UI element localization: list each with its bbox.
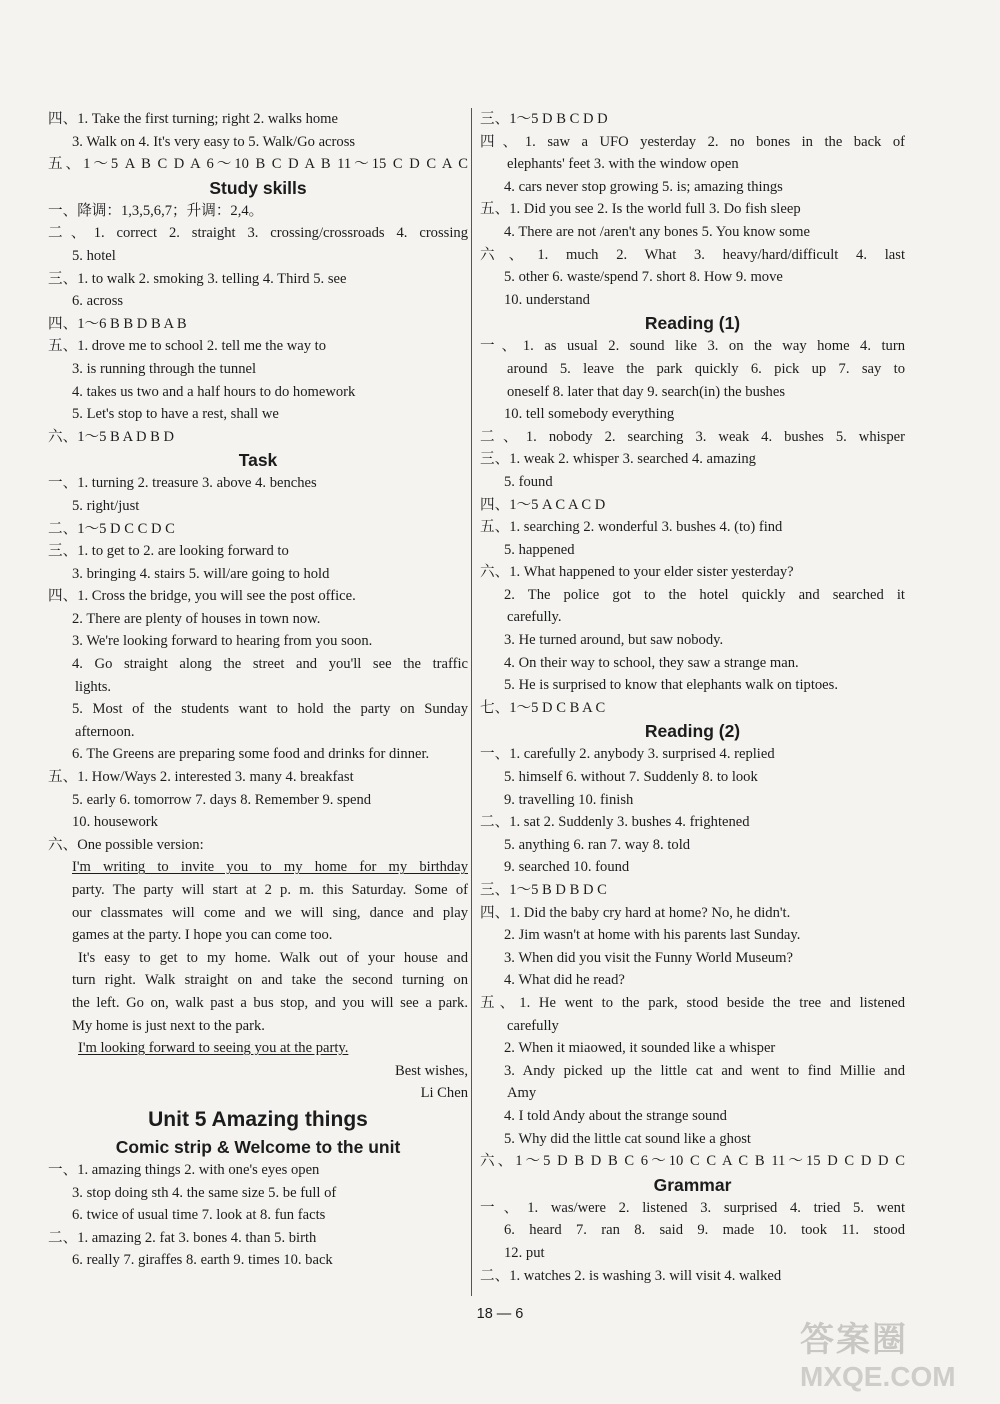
answer-line: turn right. Walk straight on and take the second turning on	[72, 972, 468, 989]
answer-line: 3. Walk on 4. It's very easy to 5. Walk/Go across	[72, 133, 356, 150]
answer-line: 一、1. turning 2. treasure 3. above 4. benches	[48, 475, 317, 492]
answer-line: I'm writing to invite you to my home for my birthday	[72, 859, 468, 876]
answer-line: 三、1～5 B D B D C	[480, 882, 607, 898]
answer-line: 5. He is surprised to know that elephants walk on tiptoes.	[504, 677, 838, 694]
answer-line: party. The party will start at 2 p. m. this Saturday. Some of	[72, 882, 468, 898]
answer-line: It's easy to get to my home. Walk out of your house and	[78, 949, 468, 966]
answer-line: 四、1～5 A C A C D	[480, 496, 606, 513]
answer-line: 6. across	[72, 293, 124, 310]
answer-line: 一、1. was/were 2. listened 3. surprised 4. tried 5. went	[480, 1199, 905, 1216]
answer-line: 9. searched 10. found	[504, 859, 630, 876]
answer-line: 二、1～5 D C C D C	[48, 520, 175, 537]
answer-line: 4. What did he read?	[504, 972, 625, 989]
answer-line: 六、One possible version:	[48, 836, 204, 853]
answer-line: 10. housework	[72, 814, 158, 831]
answer-line: 4. On their way to school, they saw a strange man.	[504, 654, 799, 671]
answer-line: 三、1. to get to 2. are looking forward to	[48, 543, 289, 560]
answer-line: 5. Most of the students want to hold the party on Sunday	[72, 701, 468, 718]
answer-line: 四、1. saw a UFO yesterday 2. no bones in the back of	[480, 133, 905, 150]
right-column	[480, 108, 905, 1287]
answer-line: our classmates will come and we will sing, dance and play	[72, 904, 468, 921]
answer-line: 5. anything 6. ran 7. way 8. told	[504, 836, 691, 853]
answer-line: 5. himself 6. without 7. Suddenly 8. to look	[504, 769, 758, 786]
answer-line: 六、1. much 2. What 3. heavy/hard/difficult 4. last	[480, 246, 905, 263]
answer-line: 9. travelling 10. finish	[504, 791, 634, 808]
answer-line: around 5. leave the park quickly 6. pick up 7. say to	[507, 360, 905, 377]
answer-line: 4. cars never stop growing 5. is; amazing things	[504, 178, 783, 195]
section-heading: Comic strip & Welcome to the unit	[115, 1136, 401, 1157]
answer-line: 2. When it miaowed, it sounded like a whisper	[504, 1040, 776, 1057]
answer-line: 3. bringing 4. stairs 5. will/are going to hold	[72, 565, 330, 582]
left-column	[48, 108, 468, 1272]
answer-line: Li Chen	[420, 1085, 468, 1102]
answer-line: 一、降调：1,3,5,6,7；升调：2,4。	[48, 202, 264, 219]
answer-line: 三、1～5 D B C D D	[480, 111, 608, 127]
answer-line: 5. happened	[504, 541, 575, 558]
column-divider	[471, 108, 472, 1296]
section-heading: Grammar	[653, 1174, 732, 1195]
answer-line: 七、1～5 D C B A C	[480, 699, 606, 716]
answer-line: 二、1. sat 2. Suddenly 3. bushes 4. frightened	[480, 814, 750, 831]
answer-line: the left. Go on, walk past a bus stop, and you will see a park.	[72, 994, 468, 1011]
answer-line: 4. takes us two and a half hours to do homework	[72, 383, 356, 400]
answer-line: 5. hotel	[72, 247, 116, 264]
answer-line: 五、1～5 A B C D A 6～10 B C D A B 11～15 C D C A C	[48, 156, 468, 173]
answer-line: 3. is running through the tunnel	[72, 360, 257, 377]
answer-line: 5. found	[504, 473, 553, 490]
answer-line: 2. The police got to the hotel quickly and searched it	[504, 586, 905, 603]
answer-line: 一、1. carefully 2. anybody 3. surprised 4. replied	[480, 746, 775, 763]
answer-line: 二、1. correct 2. straight 3. crossing/crossroads 4. crossing	[48, 225, 468, 242]
answer-line: 一、1. as usual 2. sound like 3. on the way home 4. turn	[480, 338, 905, 355]
watermark-text: 答案圈	[800, 1320, 908, 1360]
answer-line: 6. The Greens are preparing some food and drinks for dinner.	[72, 746, 430, 763]
section-heading: Reading (2)	[644, 721, 741, 742]
answer-line: 3. He turned around, but saw nobody.	[504, 632, 724, 649]
section-heading: Reading (1)	[644, 313, 741, 334]
answer-line: 10. understand	[504, 291, 590, 308]
section-heading: Task	[238, 450, 278, 471]
answer-line: 12. put	[504, 1244, 545, 1261]
answer-line: oneself 8. later that day 9. search(in) the bushes	[507, 383, 785, 400]
answer-line: 六、1～5 B A D B D	[48, 428, 175, 445]
answer-line: 二、1. nobody 2. searching 3. weak 4. bushes 5. whisper	[480, 428, 905, 445]
answer-line: 3. When did you visit the Funny World Museum?	[504, 949, 793, 966]
answer-line: 5. Why did the little cat sound like a ghost	[504, 1130, 751, 1147]
answer-line: 3. Andy picked up the little cat and went to find Millie and	[504, 1062, 905, 1079]
answer-line: 二、1. watches 2. is washing 3. will visit 4. walked	[480, 1267, 782, 1284]
answer-line: 5. Let's stop to have a rest, shall we	[72, 406, 279, 423]
answer-line: 6. really 7. giraffes 8. earth 9. times 10. back	[72, 1252, 333, 1269]
answer-line: 一、1. amazing things 2. with one's eyes open	[48, 1161, 320, 1178]
answer-line: 6. heard 7. ran 8. said 9. made 10. took 11. stood	[504, 1222, 905, 1239]
answer-line: 五、1. drove me to school 2. tell me the way to	[48, 338, 327, 355]
answer-line: 五、1. How/Ways 2. interested 3. many 4. breakfast	[48, 769, 354, 786]
answer-line: Amy	[507, 1085, 537, 1102]
answer-line: 2. There are plenty of houses in town now.	[72, 610, 321, 627]
answer-line: lights.	[75, 678, 112, 695]
answer-line: 四、1～6 B B D B A B	[48, 315, 187, 332]
answer-line: 五、1. searching 2. wonderful 3. bushes 4. (to) find	[480, 519, 783, 536]
answer-line: My home is just next to the park.	[72, 1017, 265, 1034]
answer-line: 2. Jim wasn't at home with his parents last Sunday.	[504, 927, 801, 944]
answer-line: 五、1. He went to the park, stood beside the tree and listened	[480, 994, 905, 1011]
answer-line: 三、1. weak 2. whisper 3. searched 4. amazing	[480, 451, 756, 468]
section-heading: Study skills	[209, 177, 307, 198]
answer-line: 五、1. Did you see 2. Is the world full 3. Do fish sleep	[480, 201, 801, 218]
answer-line: 二、1. amazing 2. fat 3. bones 4. than 5. birth	[48, 1229, 317, 1246]
watermark-url: MXQE.COM	[800, 1361, 956, 1392]
page-number: 18 — 6	[476, 1306, 524, 1322]
answer-line: 6. twice of usual time 7. look at 8. fun facts	[72, 1207, 326, 1224]
answer-line: 六、1～5 D B D B C 6～10 C C A C B 11～15 D C D D C	[480, 1153, 905, 1170]
answer-line: 三、1. to walk 2. smoking 3. telling 4. Third 5. see	[48, 270, 347, 287]
answer-line: games at the party. I hope you can come too.	[72, 927, 333, 944]
answer-line: 六、1. What happened to your elder sister yesterday?	[480, 564, 794, 581]
answer-line: 3. We're looking forward to hearing from you soon.	[72, 633, 373, 650]
answer-line: carefully.	[507, 609, 562, 626]
watermark-logo	[800, 1312, 990, 1398]
answer-line: 四、1. Did the baby cry hard at home? No, he didn't.	[480, 904, 791, 921]
answer-line: carefully	[507, 1017, 559, 1034]
answer-line: 3. stop doing sth 4. the same size 5. be full of	[72, 1184, 337, 1201]
answer-line: elephants' feet 3. with the window open	[507, 156, 739, 173]
answer-line: Best wishes,	[395, 1062, 468, 1079]
answer-line: 4. Go straight along the street and you'll see the traffic	[72, 656, 468, 673]
answer-line: 4. There are not /aren't any bones 5. You know some	[504, 223, 810, 240]
answer-line: 5. early 6. tomorrow 7. days 8. Remember 9. spend	[72, 791, 372, 808]
answer-line: 5. right/just	[72, 497, 140, 514]
answer-line: 5. other 6. waste/spend 7. short 8. How 9. move	[504, 269, 783, 286]
answer-line: 4. I told Andy about the strange sound	[504, 1107, 727, 1124]
answer-line: 四、1. Take the first turning; right 2. walks home	[48, 111, 338, 127]
answer-line: I'm looking forward to seeing you at the party.	[78, 1040, 349, 1057]
answer-line: 四、1. Cross the bridge, you will see the post office.	[48, 588, 356, 605]
section-heading: Unit 5 Amazing things	[148, 1107, 368, 1131]
answer-line: afternoon.	[75, 723, 135, 740]
answer-line: 10. tell somebody everything	[504, 406, 675, 423]
